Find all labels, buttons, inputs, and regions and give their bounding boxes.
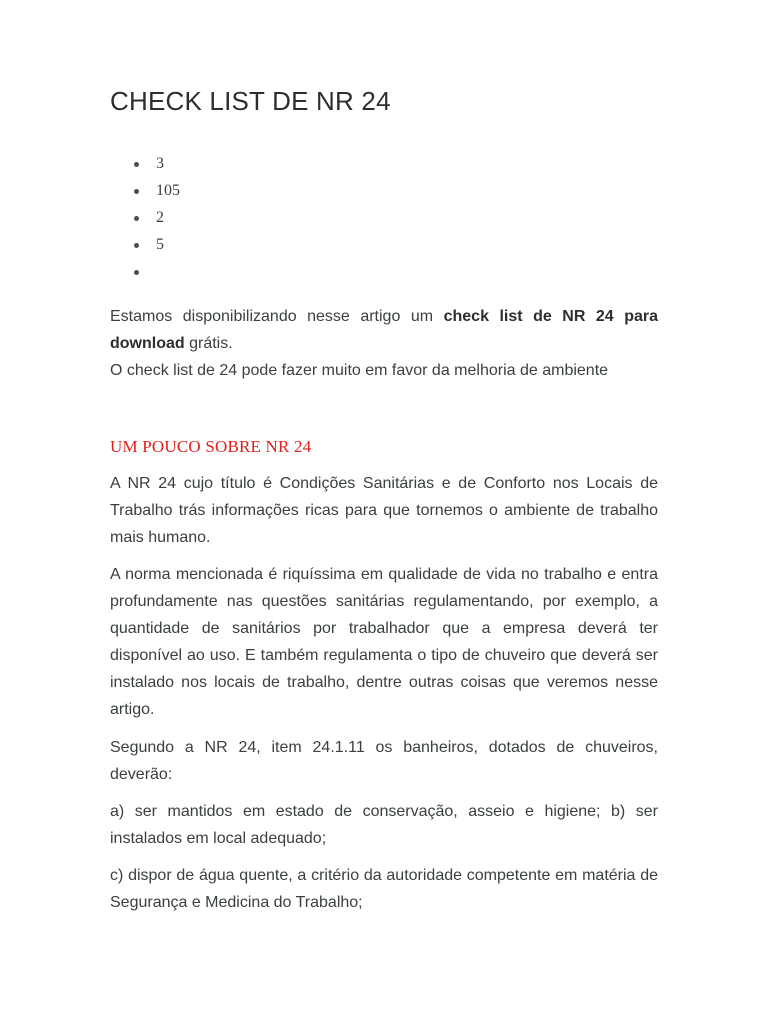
- bullet-icon: [134, 270, 139, 275]
- body-paragraph: a) ser mantidos em estado de conservação, asseio e higiene; b) ser instalados em local adequado;: [110, 803, 658, 847]
- intro-text-end: grátis.: [184, 335, 233, 352]
- body-paragraph: A NR 24 cujo título é Condições Sanitárias e de Conforto nos Locais de Trabalho trás informações ricas para que tornemos o ambiente de trabalho mais humano.: [110, 475, 658, 546]
- bullet-icon: [134, 216, 139, 221]
- stats-value: 2: [156, 209, 164, 226]
- body-paragraph: Segundo a NR 24, item 24.1.11 os banheiros, dotados de chuveiros, deverão:: [110, 739, 658, 783]
- section-heading: UM POUCO SOBRE NR 24: [110, 437, 312, 456]
- intro-text: Estamos disponibilizando nesse artigo um: [110, 308, 444, 325]
- stats-value: 105: [156, 182, 180, 199]
- stats-item: [110, 258, 180, 285]
- bullet-icon: [134, 189, 139, 194]
- stats-value: 3: [156, 155, 164, 172]
- intro-paragraph: [110, 303, 658, 357]
- stats-item: [110, 204, 180, 231]
- intro-bold-text: check list de NR 24 para download: [110, 308, 658, 352]
- stats-list: [110, 150, 180, 285]
- stats-item: [110, 231, 180, 258]
- bullet-icon: [134, 243, 139, 248]
- body-paragraph: c) dispor de água quente, a critério da autoridade competente em matéria de Segurança e Medicina do Trabalho;: [110, 867, 658, 911]
- bullet-icon: [134, 162, 139, 167]
- stats-item: [110, 177, 180, 204]
- stats-item: [110, 150, 180, 177]
- page-title: CHECK LIST DE NR 24: [110, 86, 391, 116]
- stats-value: 5: [156, 236, 164, 253]
- body-paragraph: A norma mencionada é riquíssima em qualidade de vida no trabalho e entra profundamente nas questões sanitárias regulamentando, por exemplo, a quantidade de sanitários por trabalhador que a empresa deverá ter disponível ao uso. E também regulamenta o tipo de chuveiro que deverá ser instalado nos locais de trabalho, dentre outras coisas que veremos nesse artigo.: [110, 566, 658, 718]
- intro-line: O check list de 24 pode fazer muito em favor da melhoria de ambiente: [110, 362, 609, 379]
